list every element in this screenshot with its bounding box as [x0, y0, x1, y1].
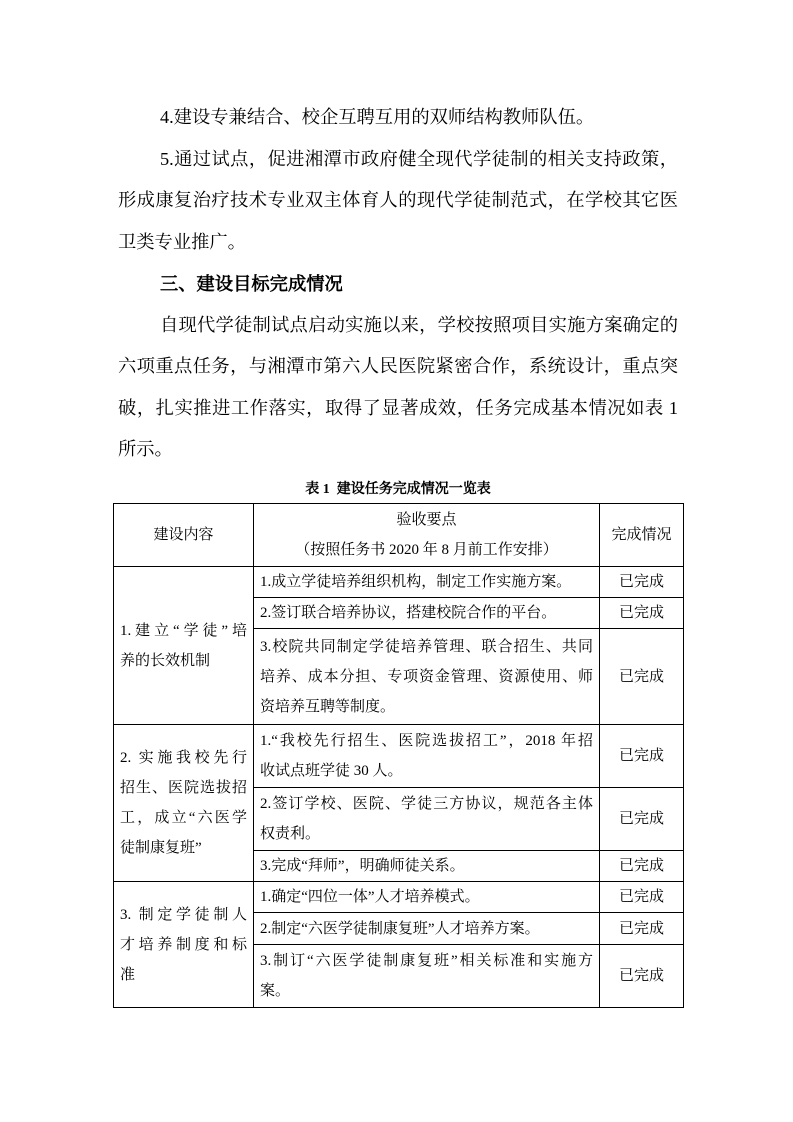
table-caption: 表 1 建设任务完成情况一览表 — [305, 482, 491, 497]
header-cell-content — [114, 504, 254, 567]
item-line: 1.“我校先行招生、医院选拔招工”，2018 年招 — [260, 733, 593, 749]
item-line: 收试点班学徒 30 人。 — [260, 763, 403, 779]
group-title-cell — [114, 725, 254, 882]
group-title-line: 准 — [120, 966, 136, 983]
item-line: 1.成立学徒培养组织机构，制定工作实施方案。 — [260, 574, 572, 590]
status-text: 已完成 — [618, 748, 664, 764]
table-header-row — [114, 504, 684, 567]
status-cell — [600, 629, 684, 725]
item-line: 2.签订联合培养协议，搭建校院合作的平台。 — [260, 605, 557, 621]
group-title-cell — [114, 567, 254, 725]
header-cell-points — [254, 504, 600, 567]
item-cell — [254, 945, 600, 1008]
status-cell — [600, 598, 684, 629]
status-text: 已完成 — [618, 605, 664, 621]
status-cell — [600, 567, 684, 598]
table-row — [114, 725, 684, 788]
item-cell — [254, 629, 600, 725]
group-title-line: 3. 制定学徒制人 — [120, 906, 247, 923]
item-line: 3.完成“拜师”，明确师徒关系。 — [260, 858, 465, 874]
table-row — [114, 882, 684, 913]
paragraph-4-line: 4.建设专兼结合、校企互聘互用的双师结构教师队伍。 — [160, 107, 595, 127]
item-line: 资培养互聘等制度。 — [260, 698, 396, 715]
item-cell — [254, 882, 600, 913]
group-title-line: 才培养制度和标 — [120, 936, 247, 953]
paragraph-5-line: 形成康复治疗技术专业双主体育人的现代学徒制范式，在学校其它医 — [118, 190, 678, 210]
item-line: 3.制订“六医学徒制康复班”相关标准和实施方 — [260, 953, 593, 969]
paragraph-line: 破，扎实推进工作落实，取得了显著成效，任务完成基本情况如表 1 — [118, 397, 678, 418]
status-cell — [600, 788, 684, 851]
header-cell-status — [600, 504, 684, 567]
group-title-line: 徒制康复班” — [120, 840, 202, 856]
status-text: 已完成 — [618, 968, 664, 984]
item-line: 案。 — [260, 983, 291, 999]
status-cell — [600, 913, 684, 945]
group-title-line: 养的长效机制 — [120, 652, 211, 669]
status-cell — [600, 945, 684, 1008]
status-text: 已完成 — [618, 811, 664, 827]
section-heading: 三、建设目标完成情况 — [160, 273, 343, 294]
item-line: 3.校院共同制定学徒培养管理、联合招生、共同 — [260, 638, 593, 655]
group-title-line: 工，成立“六医学 — [120, 810, 247, 826]
status-text: 已完成 — [618, 920, 664, 937]
header-note: （按照任务书 2020 年 8 月前工作安排） — [295, 542, 558, 558]
header-label: 验收要点 — [396, 512, 457, 528]
status-text: 已完成 — [618, 574, 664, 590]
item-cell — [254, 725, 600, 788]
paragraph-5-line: 5.通过试点，促进湘潭市政府健全现代学徒制的相关支持政策， — [160, 148, 678, 169]
item-line: 2.签订学校、医院、学徒三方协议，规范各主体 — [260, 796, 593, 812]
status-cell — [600, 851, 684, 882]
status-text: 已完成 — [618, 889, 664, 905]
item-line: 权责利。 — [260, 826, 321, 842]
group-title-cell — [114, 882, 254, 1008]
item-line: 培养、成本分担、专项资金管理、资源使用、师 — [260, 668, 593, 685]
header-label: 完成情况 — [611, 527, 672, 543]
table-row — [114, 567, 684, 598]
group-title-line: 2. 实施我校先行 — [120, 750, 247, 766]
paragraph-line: 所示。 — [118, 439, 173, 459]
item-cell — [254, 788, 600, 851]
group-title-line: 招生、医院选拔招 — [120, 780, 247, 796]
task-completion-table — [113, 503, 684, 1008]
status-text: 已完成 — [618, 668, 664, 685]
status-cell — [600, 882, 684, 913]
group-title-line: 1.建立“学徒”培 — [120, 622, 247, 639]
paragraph-5-line: 卫类专业推广。 — [118, 231, 246, 252]
item-cell — [254, 851, 600, 882]
item-line: 2.制定“六医学徒制康复班”人才培养方案。 — [260, 920, 540, 937]
header-label: 建设内容 — [153, 527, 214, 543]
paragraph-line: 自现代学徒制试点启动实施以来，学校按照项目实施方案确定的 — [160, 314, 678, 335]
paragraph-line: 六项重点任务，与湘潭市第六人民医院紧密合作，系统设计，重点突 — [118, 356, 678, 376]
item-cell — [254, 567, 600, 598]
item-cell — [254, 913, 600, 945]
item-line: 1.确定“四位一体”人才培养模式。 — [260, 889, 480, 905]
status-cell — [600, 725, 684, 788]
item-cell — [254, 598, 600, 629]
status-text: 已完成 — [618, 858, 664, 874]
